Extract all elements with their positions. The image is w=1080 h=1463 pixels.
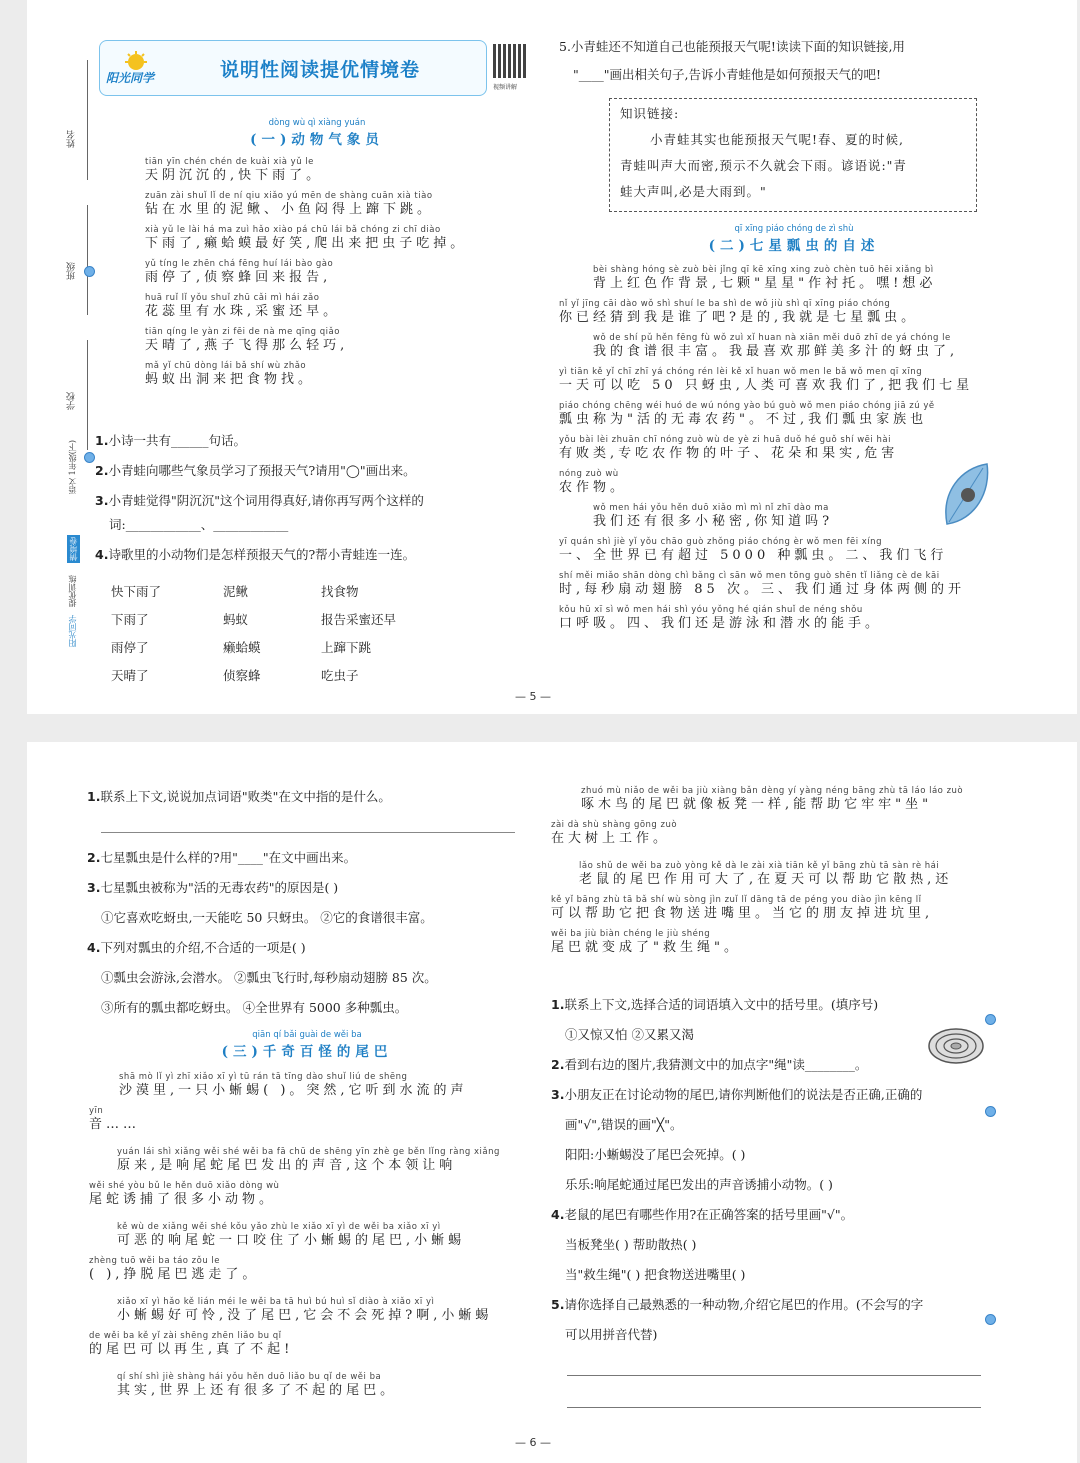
answer-line[interactable]	[567, 1375, 981, 1376]
option[interactable]: ①又惊又怕 ②又累又渴	[565, 1027, 694, 1042]
text-line: shí měi miǎo shān dòng chì bǎng cì sān wǒ men tōng guò shēn tǐ liǎng cè de kāi 时,每秒扇动翅膀 85 次。三、我们通过身体两侧的开	[559, 571, 965, 597]
match-item[interactable]: 下雨了	[111, 612, 149, 627]
match-item[interactable]: 雨停了	[111, 640, 149, 655]
match-right-column[interactable]	[321, 578, 396, 690]
text-line: nǐ yǐ jīng cāi dào wǒ shì shuí le ba shì de wǒ jiù shì qī xīng piáo chóng 你已经猜到我是谁了吧?是的,我就是七星瓢虫。	[559, 299, 919, 325]
school-line	[87, 340, 88, 450]
question[interactable]: 3.小朋友正在讨论动物的尾巴,请你判断他们的说法是否正确,正确的	[551, 1087, 923, 1102]
question[interactable]: 3.七星瓢虫被称为"活的无毒农药"的原因是( )	[87, 880, 339, 895]
text-line: nóng zuò wù 农作物。	[559, 469, 628, 495]
series-label: 提优训练	[68, 575, 77, 607]
worksheet-page-5	[27, 0, 1077, 714]
text-line: yī quán shì jiè yǐ yǒu chāo guò zhǒng piáo chóng èr wǒ men fēi xíng 一、全世界已有超过 5000 种瓢虫。二、我们飞行	[559, 537, 948, 563]
match-item[interactable]: 蚂蚁	[223, 612, 249, 627]
option[interactable]: 当"救生绳"( ) 把食物送进嘴里( )	[565, 1267, 746, 1282]
question-5[interactable]: 5.小青蛙还不知道自己也能预报天气呢!读读下面的知识链接,用	[559, 39, 905, 54]
knowledge-line: 小青蛙其实也能预报天气呢!春、夏的时候,	[650, 132, 904, 147]
match-middle-column[interactable]	[223, 578, 261, 690]
question-cont: 可以用拼音代替)	[565, 1327, 658, 1342]
section-3-text-cont	[551, 786, 1051, 963]
page-number: — 6 —	[515, 1436, 551, 1449]
sun-logo-icon	[106, 51, 176, 87]
section-title-pinyin: qī xīng piáo chóng de zì shù	[734, 224, 854, 234]
section-2-questions	[87, 788, 527, 1017]
match-item[interactable]: 癞蛤蟆	[223, 640, 261, 655]
volume-badge: 情境卷	[69, 537, 78, 561]
question[interactable]: 4.下列对瓢虫的介绍,不合适的一项是( )	[87, 940, 306, 955]
question-cont: 画"√",错误的画"╳"。	[565, 1117, 683, 1132]
match-item[interactable]: 吃虫子	[321, 668, 359, 683]
text-line: zài dà shù shàng gōng zuò 在大树上工作。	[551, 820, 678, 846]
section-title-pinyin: dòng wù qì xiàng yuán	[268, 118, 366, 128]
question[interactable]: 4.老鼠的尾巴有哪些作用?在正确答案的括号里画"√"。	[551, 1207, 854, 1222]
binding-hole	[985, 1106, 996, 1117]
question[interactable]: 2.看到右边的图片,我猜测文中的加点字"绳"读________。	[551, 1057, 868, 1072]
knowledge-line: 青蛙叫声大而密,预示不久就会下雨。谚语说:"青	[620, 158, 907, 173]
section-2-title	[559, 224, 1029, 254]
judgement-item[interactable]: 阳阳:小蜥蜴没了尾巴会死掉。( )	[565, 1147, 746, 1162]
subject-label: 语文 1年级(下)	[68, 440, 77, 494]
knowledge-line: 蛙大声叫,必是大雨到。"	[620, 184, 767, 199]
match-item[interactable]: 上蹿下跳	[321, 640, 372, 655]
binding-hole	[985, 1014, 996, 1025]
text-line: kě wù de xiǎng wěi shé kǒu yǎo zhù le xiǎo xī yì de wěi ba xiǎo xī yì 可恶的响尾蛇一口咬住了小蜥蜴的尾巴,小蜥蜴	[117, 1222, 466, 1248]
binding-hole	[84, 452, 95, 463]
poem-line: zuān zài shuǐ lǐ de ní qiu xiǎo yú mēn de shàng cuān xià tiào 钻在水里的泥鳅、小鱼闷得上蹿下跳。	[145, 191, 435, 217]
answer-line[interactable]	[567, 1407, 981, 1408]
poem-line: huā ruǐ lǐ yǒu shuǐ zhū cǎi mì hái zǎo 花蕊里有水珠,采蜜还早。	[145, 293, 341, 319]
text-line: de wěi ba kě yǐ zài shēng zhēn liǎo bu qǐ 的尾巴可以再生,真了不起!	[89, 1331, 294, 1357]
text-line: shā mò lǐ yì zhī xiǎo xī yì tū rán tā tīng dào shuǐ liú de shēng 沙漠里,一只小蜥蜴( )。突然,它听到水流的声	[119, 1072, 468, 1098]
answer-blank[interactable]: 词:____________、____________	[109, 517, 289, 532]
text-line: yǒu bài lèi zhuān chī nóng zuò wù de yè zi huā duǒ hé guǒ shí wēi hài 有败类,专吃农作物的叶子、花朵和果实,危害	[559, 435, 899, 461]
text-line: lǎo shǔ de wěi ba zuò yòng kě dà le zài xià tiān kě yǐ bāng zhù tā sàn rè hái 老鼠的尾巴作用可大了,在夏天可以帮助它散热,还	[579, 861, 953, 887]
poem-line: tiān qíng le yàn zi fēi de nà me qīng qiǎo 天晴了,燕子飞得那么轻巧,	[145, 327, 349, 353]
side-strip	[27, 0, 97, 714]
section-title: (三)千奇百怪的尾巴	[221, 1044, 393, 1060]
question[interactable]: 1.联系上下文,选择合适的词语填入文中的括号里。(填序号)	[551, 997, 879, 1012]
option[interactable]: 当板凳坐( ) 帮助散热( )	[565, 1237, 697, 1252]
question[interactable]: 5.请你选择自己最熟悉的一种动物,介绍它尾巴的作用。(不会写的字	[551, 1297, 924, 1312]
qr-code-icon[interactable]	[493, 44, 527, 78]
match-left-column[interactable]	[111, 578, 161, 690]
name-label: 姓名	[67, 130, 77, 148]
leaf-with-ladybug-icon	[941, 462, 991, 532]
knowledge-link-box	[609, 98, 977, 212]
text-line: kǒu hū xī sì wǒ men hái shì yóu yǒng hé qián shuǐ de néng shǒu 口呼吸。四、我们还是游泳和潜水的能手。	[559, 605, 883, 631]
poem-line: yǔ tíng le zhēn chá fēng huí lái bào gào 雨停了,侦察蜂回来报告,	[145, 259, 334, 285]
text-line: yīn 音……	[89, 1106, 141, 1132]
rope-coil-icon	[927, 1026, 985, 1070]
match-item[interactable]: 泥鳅	[223, 584, 249, 599]
question-5-cont: "____"画出相关句子,告诉小青蛙他是如何预报天气的吧!	[573, 67, 881, 82]
text-line: kě yǐ bāng zhù tā bǎ shí wù sòng jìn zuǐ lǐ dāng tā de péng you diào jìn kēng lǐ 可以帮助它把食物送进嘴里。当它的朋友掉进坑里,	[551, 895, 934, 921]
section-1-questions	[95, 432, 545, 564]
text-line: bèi shàng hóng sè zuò bèi jǐng qī kē xīng xing zuò chèn tuō hēi xiǎng bì 背上红色作背景,七颗"星星"作衬托。嘿!想必	[593, 265, 937, 291]
match-item[interactable]: 找食物	[321, 584, 359, 599]
section-3-text	[89, 1072, 549, 1406]
text-line: qí shí shì jiè shàng hái yǒu hěn duō liǎo bu qǐ de wěi ba 其实,世界上还有很多了不起的尾巴。	[117, 1372, 398, 1398]
class-line	[87, 205, 88, 315]
judgement-item[interactable]: 乐乐:响尾蛇通过尾巴发出的声音诱捕小动物。( )	[565, 1177, 833, 1192]
knowledge-title: 知识链接:	[620, 106, 680, 121]
option[interactable]: ③所有的瓢虫都吃蚜虫。 ④全世界有 5000 多种瓢虫。	[101, 1000, 408, 1015]
match-item[interactable]: 天晴了	[111, 668, 149, 683]
text-line: piáo chóng chēng wéi huó de wú nóng yào bú guò wǒ men piáo chóng jiā zú yě 瓢虫称为"活的无毒农药"。不过,我们瓢虫家族也	[559, 401, 935, 427]
class-label: 班级	[67, 262, 77, 280]
question[interactable]: 1.小诗一共有______句话。	[95, 433, 246, 448]
title-banner	[99, 40, 487, 96]
question[interactable]: 4.诗歌里的小动物们是怎样预报天气的?帮小青蛙连一连。	[95, 547, 416, 562]
text-line: xiǎo xī yì hǎo kě lián méi le wěi ba tā huì bú huì sǐ diào à xiǎo xī yì 小蜥蜴好可怜,没了尾巴,它会不会死掉?啊,小蜥蜴	[117, 1297, 493, 1323]
name-line	[87, 60, 88, 180]
text-line: wǒ men hái yǒu hěn duō xiǎo mì mì nǐ zhī dào ma 我们还有很多小秘密,你知道吗?	[593, 503, 834, 529]
question[interactable]: 3.小青蛙觉得"阴沉沉"这个词用得真好,请你再写两个这样的	[95, 493, 424, 508]
poem-line: xià yǔ le lài há ma zuì hǎo xiào pá chū lái bǎ chóng zi chī diào 下雨了,癞蛤蟆最好笑,爬出来把虫子吃掉。	[145, 225, 468, 251]
qr-label: 视频讲解	[493, 84, 518, 91]
school-label: 学校	[67, 392, 77, 410]
section-3-title	[87, 1030, 527, 1060]
text-line: wěi shé yòu bǔ le hěn duō xiǎo dòng wù 尾蛇诱捕了很多小动物。	[89, 1181, 280, 1207]
poem-line: mǎ yǐ chū dòng lái bǎ shí wù zhǎo 蚂蚁出洞来把食物找。	[145, 361, 316, 387]
binding-hole	[985, 1314, 996, 1325]
text-line: yuán lái shì xiǎng wěi shé wěi ba fā chū de shēng yīn zhè ge běn lǐng ràng xiǎng 原来,是响尾蛇尾巴发出的声音,这个本领让响	[117, 1147, 500, 1173]
poem-line: tiān yīn chén chén de kuài xià yǔ le 天阴沉沉的,快下雨了。	[145, 157, 324, 183]
answer-line[interactable]	[101, 832, 515, 833]
section-1	[97, 118, 537, 148]
section-2-text	[559, 265, 1059, 639]
question[interactable]: 2.七星瓢虫是什么样的?用"____"在文中画出来。	[87, 850, 357, 865]
option[interactable]: ①它喜欢吃蚜虫,一天能吃 50 只蚜虫。 ②它的食谱很丰富。	[101, 910, 433, 925]
option[interactable]: ①瓢虫会游泳,会潜水。 ②瓢虫飞行时,每秒扇动翅膀 85 次。	[101, 970, 437, 985]
match-item[interactable]: 报告采蜜还早	[321, 612, 397, 627]
text-line: wǒ de shí pǔ hěn fēng fù wǒ zuì xǐ huan nà xiān měi duō zhī de yá chóng le 我的食谱很丰富。我最喜欢那鲜美多汁的蚜虫了,	[593, 333, 959, 359]
text-line: zhuó mù niǎo de wěi ba jiù xiàng bǎn dèng yí yàng néng bāng zhù tā láo láo zuò 啄木鸟的尾巴就像板凳一样,能帮助它牢牢"坐"	[581, 786, 964, 812]
text-line: yì tiān kě yǐ chī zhī yá chóng rén lèi kě xǐ huan wǒ men le bǎ wǒ men qī xīng 一天可以吃 50 只蚜虫,人类可喜欢我们了,把我们七星	[559, 367, 974, 393]
book-label: 阳光同学	[68, 615, 77, 647]
match-item[interactable]: 快下雨了	[111, 584, 162, 599]
section-title: (二)七星瓢虫的自述	[708, 238, 880, 254]
section-title-pinyin: qiān qí bǎi guài de wěi ba	[252, 1030, 362, 1040]
match-item[interactable]: 侦察蜂	[223, 668, 261, 683]
section-title: (一)动物气象员	[250, 132, 384, 148]
page-title: 说明性阅读提优情境卷	[220, 59, 421, 81]
question[interactable]: 1.联系上下文,说说加点词语"败类"在文中指的是什么。	[87, 789, 391, 804]
text-line: wěi ba jiù biàn chéng le jiù shéng 尾巴就变成了"救生绳"。	[551, 929, 741, 955]
worksheet-page-6	[27, 742, 1077, 1463]
page-number: — 5 —	[515, 690, 551, 703]
logo-text: 阳光同学	[106, 71, 155, 85]
poem	[145, 157, 545, 395]
text-line: zhèng tuō wěi ba táo zǒu le ( ),挣脱尾巴逃走了。	[89, 1256, 260, 1282]
question[interactable]: 2.小青蛙向哪些气象员学习了预报天气?请用"◯"画出来。	[95, 463, 416, 478]
binding-hole	[84, 266, 95, 277]
